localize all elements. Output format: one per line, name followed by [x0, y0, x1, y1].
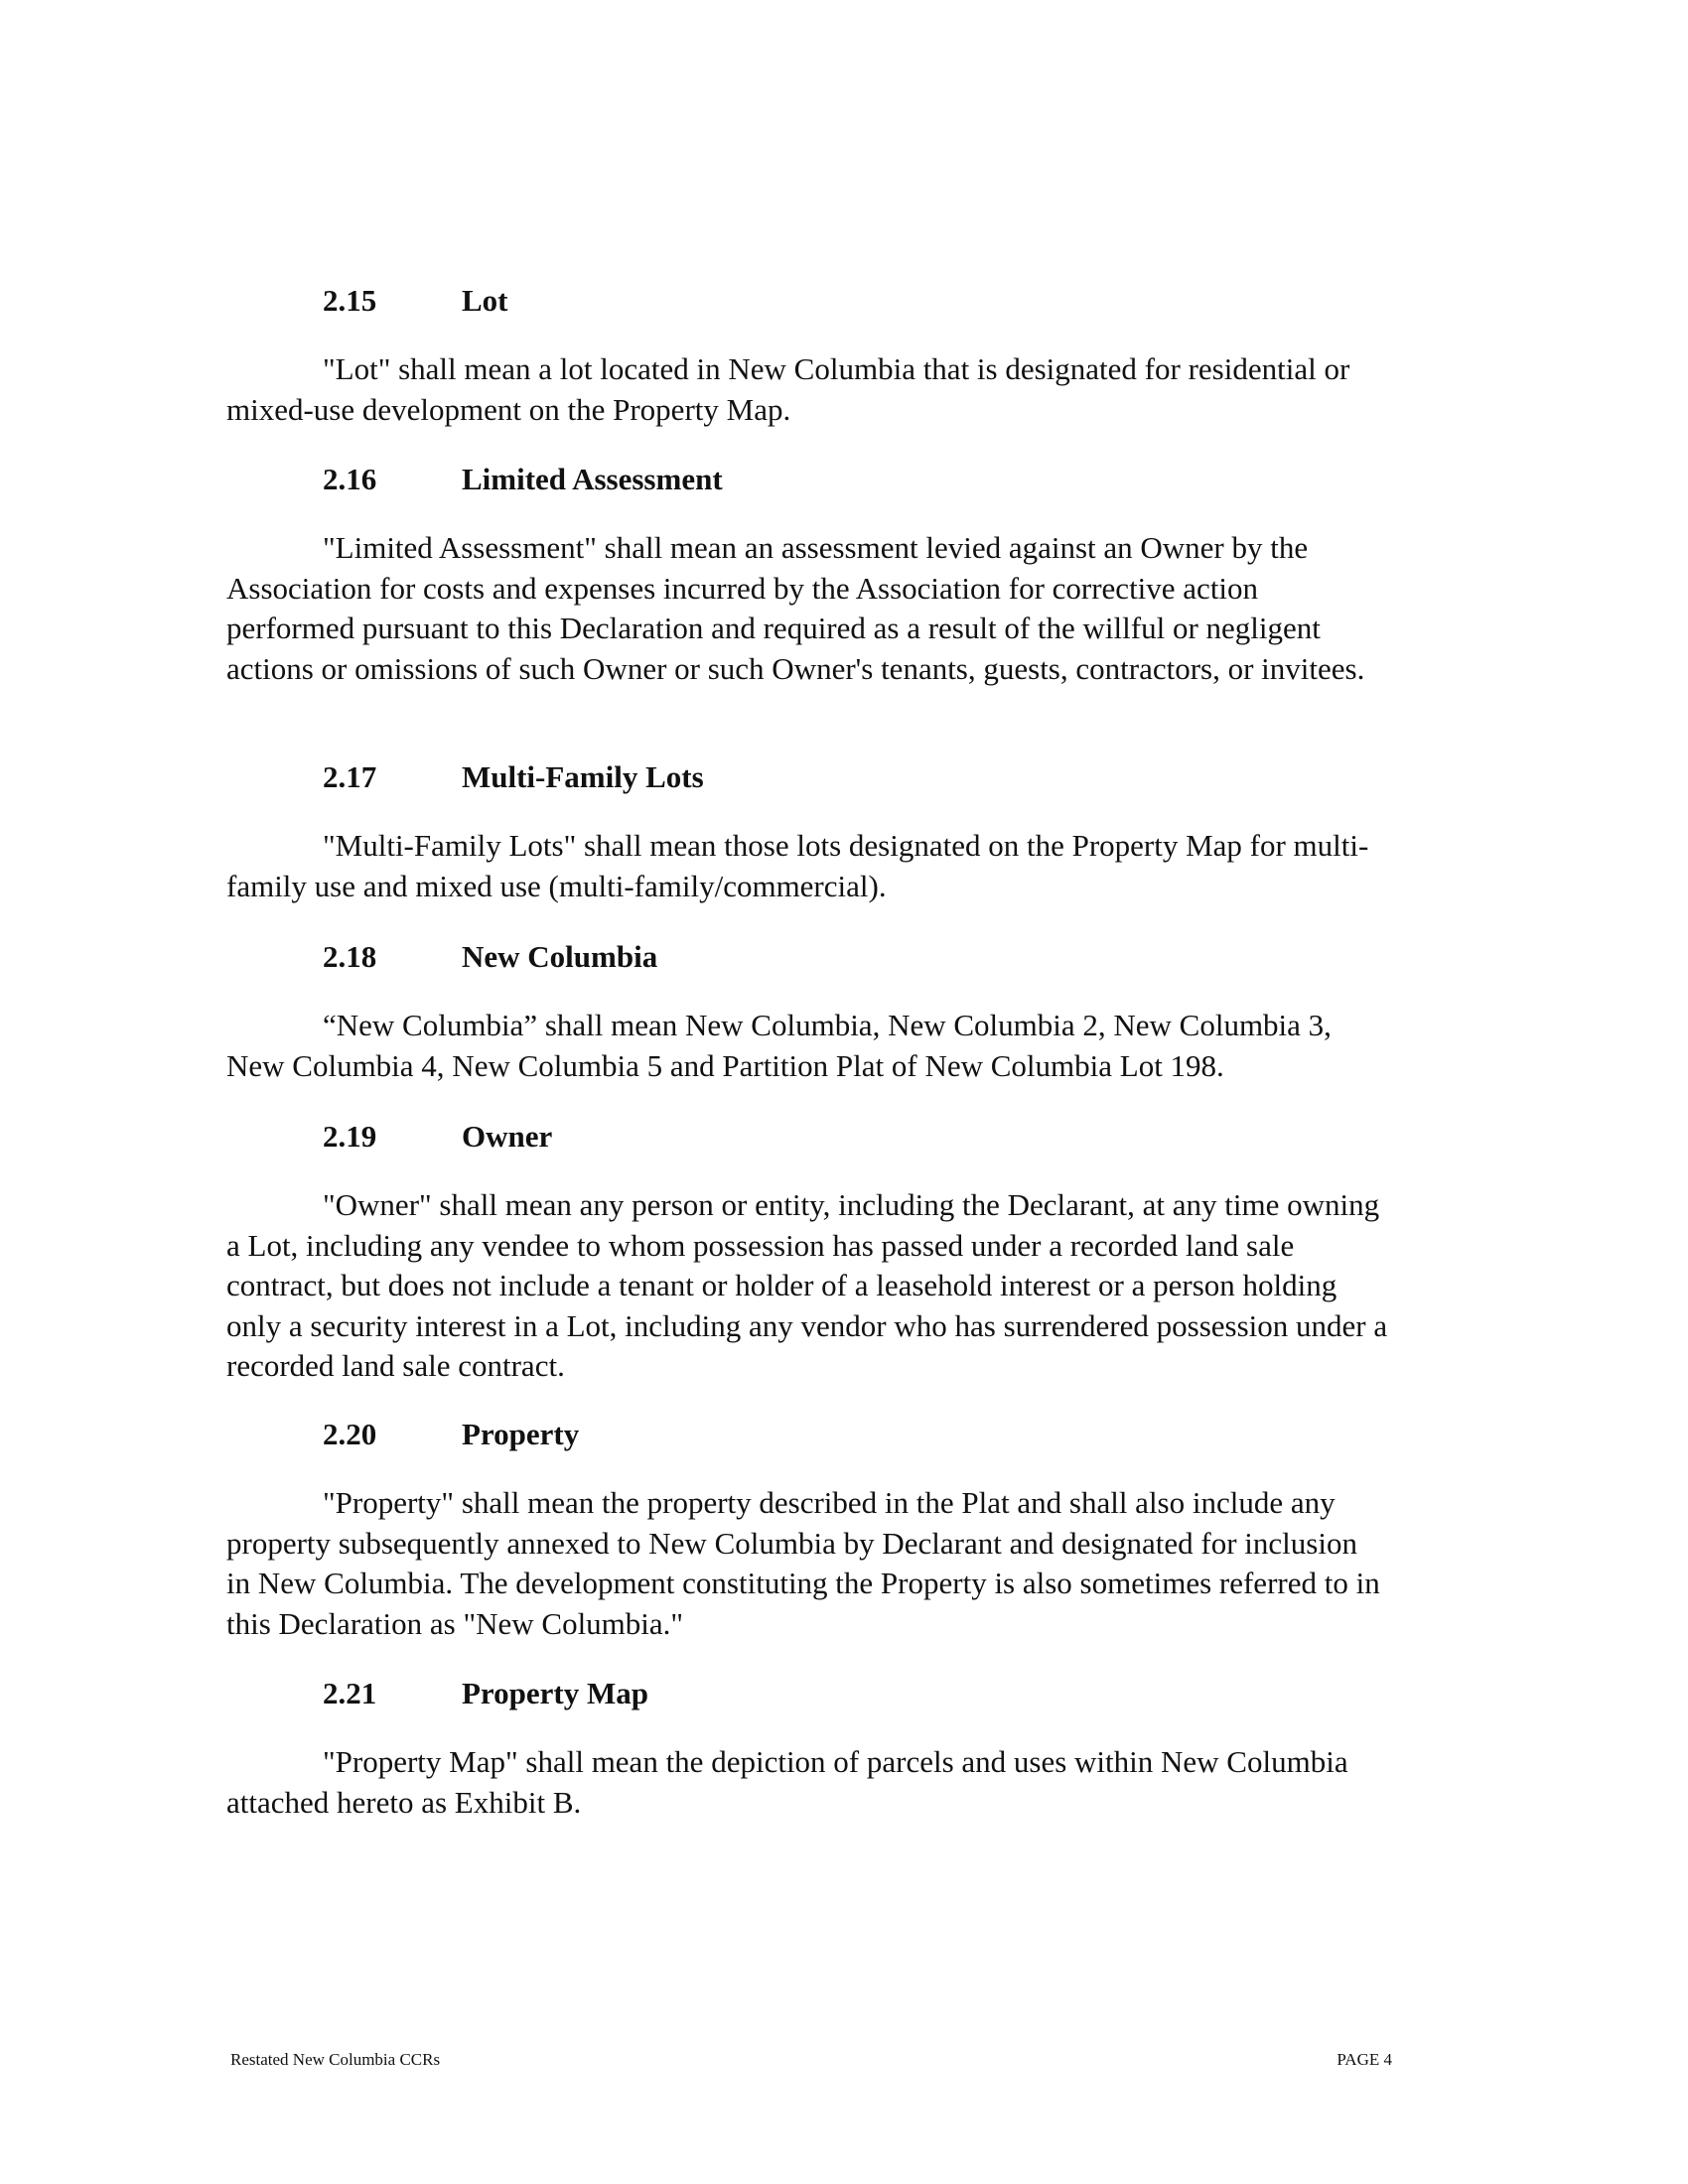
section-title: Property Map [462, 1676, 648, 1710]
section-number: 2.16 [323, 462, 377, 496]
section-heading [323, 757, 1388, 797]
section-heading [323, 281, 1388, 321]
section-title: New Columbia [462, 939, 658, 974]
section-title: Limited Assessment [462, 462, 723, 496]
section-number: 2.18 [323, 939, 377, 974]
section-body: "Lot" shall mean a lot located in New Columbia that is designated for residential or mixed-use development on the Property Map. [226, 351, 1350, 427]
section-2-16 [226, 460, 1388, 689]
section-body: "Owner" shall mean any person or entity, including the Declarant, at any time owning a Lot, including any vendee to whom possession has passed under a recorded land sale contract, but does not include a tenant or holder of a leasehold interest or a person holding only a security interest in a Lot, including any vendor who has surrendered possession under a recorded land sale contract. [226, 1187, 1388, 1383]
section-body: "Limited Assessment" shall mean an assessment levied against an Owner by the Association for costs and expenses incurred by the Association for corrective action performed pursuant to this Declaration and required as a result of the willful or negligent actions or omissions of such Owner or such Owner's tenants, guests, contractors, or invitees. [226, 530, 1365, 686]
section-heading [323, 460, 1388, 499]
footer-page-number: PAGE 4 [1336, 2050, 1392, 2069]
section-body: "Property Map" shall mean the depiction of parcels and uses within New Columbia attached hereto as Exhibit B. [226, 1744, 1348, 1820]
section-number: 2.17 [323, 759, 377, 794]
section-body: “New Columbia” shall mean New Columbia, New Columbia 2, New Columbia 3, New Columbia 4, New Columbia 5 and Partition Plat of New Columbia Lot 198. [226, 1008, 1332, 1083]
section-number: 2.20 [323, 1417, 377, 1451]
section-2-19 [226, 1117, 1388, 1387]
section-title: Property [462, 1417, 580, 1451]
section-2-17 [226, 757, 1388, 906]
section-2-21 [226, 1674, 1388, 1823]
section-body: "Property" shall mean the property described in the Plat and shall also include any property subsequently annexed to New Columbia by Declarant and designated for inclusion in New Columbia. The development constituting the Property is also sometimes referred to in this Declaration as "New Columbia." [226, 1485, 1380, 1641]
section-title: Multi-Family Lots [462, 759, 704, 794]
section-heading [323, 937, 1388, 977]
section-heading [323, 1674, 1388, 1713]
section-title: Lot [462, 283, 508, 318]
section-2-20 [226, 1415, 1388, 1644]
footer-document-title: Restated New Columbia CCRs [230, 2050, 441, 2069]
section-title: Owner [462, 1119, 553, 1154]
section-heading [323, 1117, 1388, 1157]
section-2-15 [226, 281, 1388, 430]
section-2-18 [226, 937, 1388, 1086]
section-heading [323, 1415, 1388, 1454]
section-number: 2.19 [323, 1119, 377, 1154]
section-body: "Multi-Family Lots" shall mean those lots designated on the Property Map for multi-family use and mixed use (multi-family/commercial). [226, 828, 1369, 903]
section-number: 2.21 [323, 1676, 377, 1710]
section-number: 2.15 [323, 283, 377, 318]
